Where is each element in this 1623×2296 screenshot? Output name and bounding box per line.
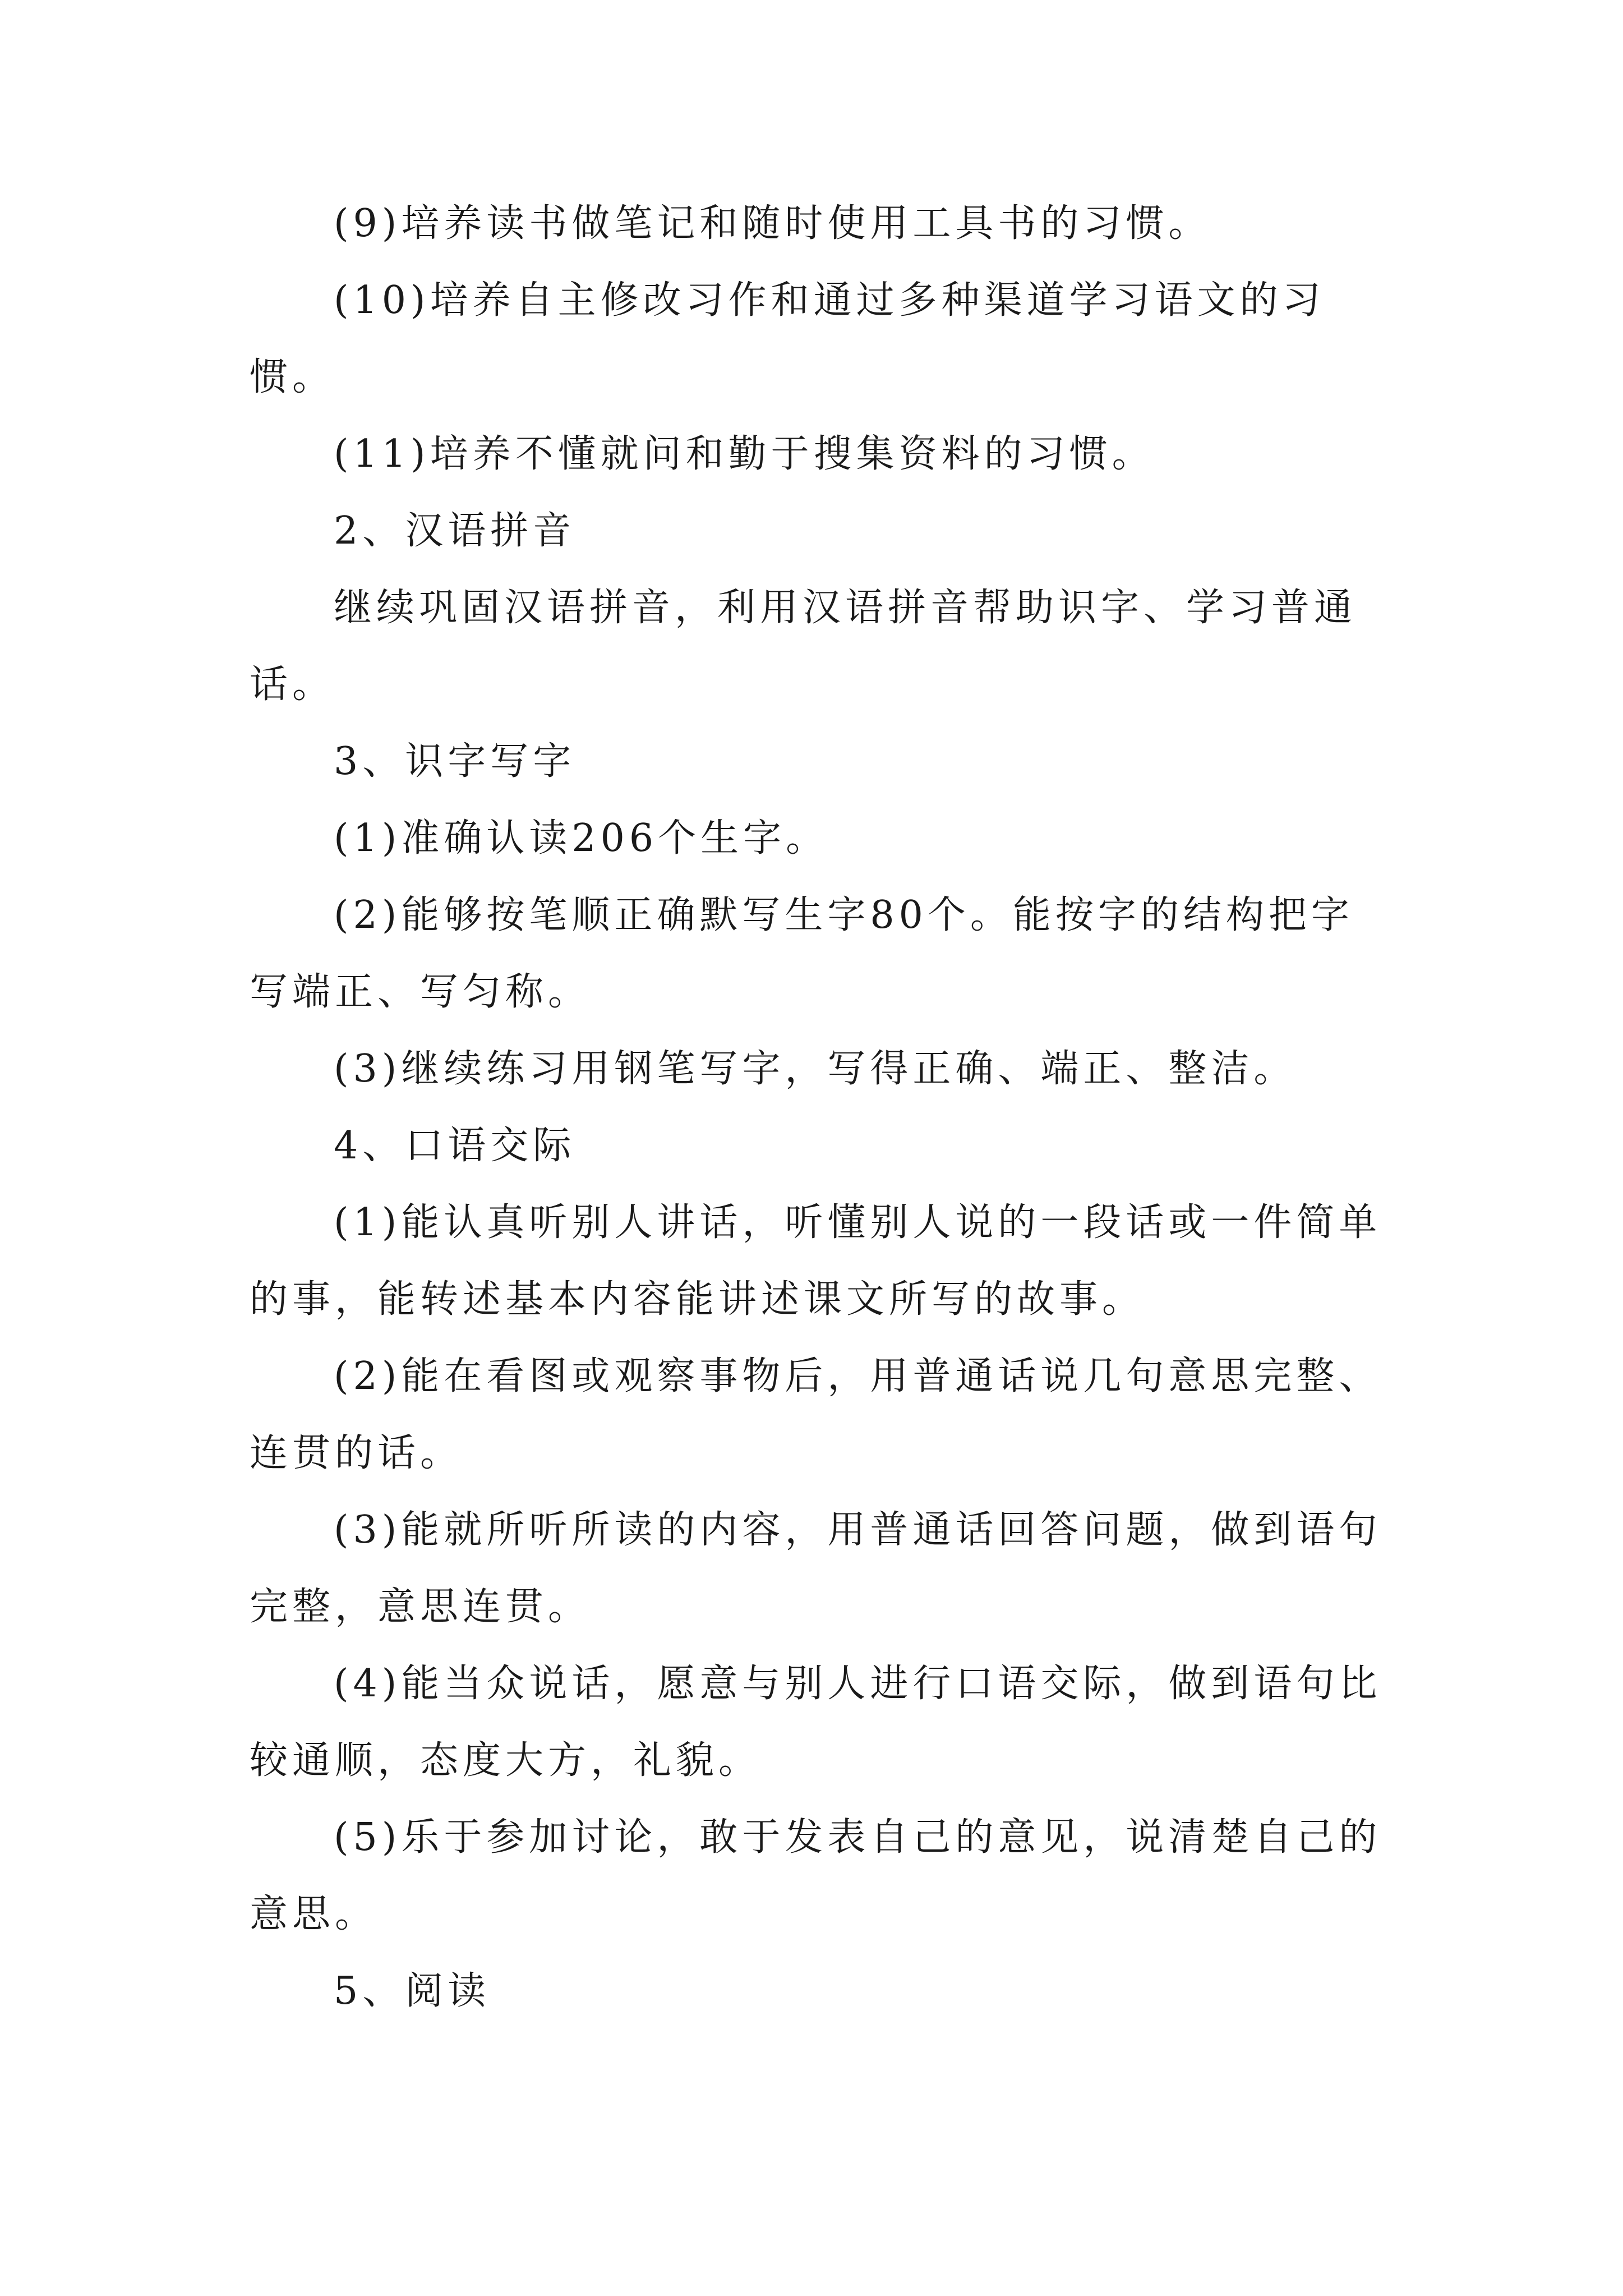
oral-item-1: (1)能认真听别人讲话，听懂别人说的一段话或一件简单的事，能转述基本内容能讲述课文所写的故事。 [250,1200,1382,1322]
section-heading-oral: 4、口语交际 [334,1124,576,1168]
oral-item-5: (5)乐于参加讨论，敢于发表自己的意见，说清楚自己的意思。 [250,1815,1382,1936]
pinyin-paragraph: 继续巩固汉语拼音，利用汉语拼音帮助识字、学习普通话。 [250,586,1357,707]
section-heading-literacy: 3、识字写字 [334,739,576,784]
section-heading-reading: 5、阅读 [334,1969,491,2013]
habit-item-9: (9)培养读书做笔记和随时使用工具书的习惯。 [334,201,1211,246]
oral-item-2: (2)能在看图或观察事物后，用普通话说几句意思完整、连贯的话。 [250,1354,1382,1475]
section-heading-pinyin: 2、汉语拼音 [334,509,576,553]
habit-item-10: (10)培养自主修改习作和通过多种渠道学习语文的习惯。 [250,278,1325,399]
habit-item-11: (11)培养不懂就问和勤于搜集资料的习惯。 [334,432,1155,476]
literacy-item-3: (3)继续练习用钢笔写字，写得正确、端正、整洁。 [334,1047,1297,1091]
literacy-item-2: (2)能够按笔顺正确默写生字80个。能按字的结构把字写端正、写匀称。 [250,893,1354,1014]
oral-item-4: (4)能当众说话，愿意与别人进行口语交际，做到语句比较通顺，态度大方，礼貌。 [250,1662,1382,1783]
literacy-item-1: (1)准确认读206个生字。 [334,816,829,861]
oral-item-3: (3)能就所听所读的内容，用普通话回答问题，做到语句完整，意思连贯。 [250,1508,1382,1629]
document-body [250,185,1388,2030]
